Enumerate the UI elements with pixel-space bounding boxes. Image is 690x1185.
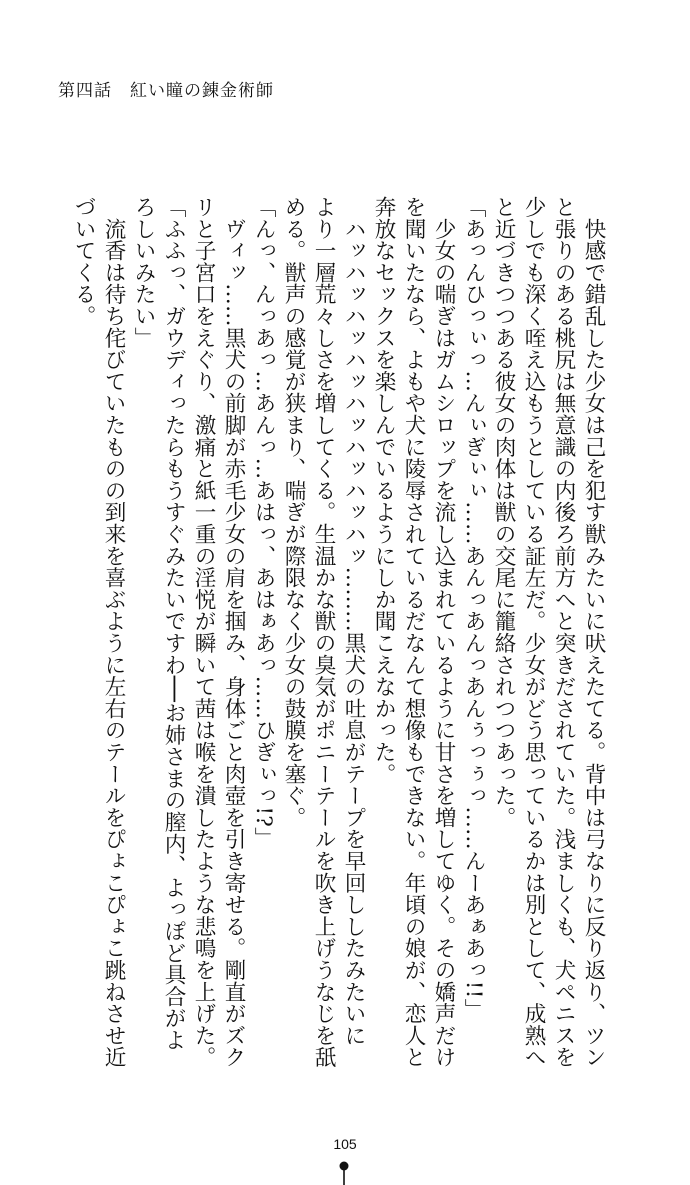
text-column: と張りのある桃尻は無意識の内後ろ前方へと突きだされていた。浅ましくも、犬ペニスを: [551, 196, 576, 1068]
page-number: 105: [333, 1136, 357, 1152]
text-column: ヴィッ……黒犬の前脚が赤毛少女の肩を掴み、身体ごと肉壺を引き寄せる。剛直がズク: [221, 196, 246, 1068]
text-column: づいてくる。: [71, 196, 96, 327]
text-column: める。獣声の感覚が狭まり、喘ぎが際限なく少女の鼓膜を塞ぐ。: [281, 196, 306, 829]
text-column: を聞いたなら、よもや犬に陵辱されているだなんて想像もできない。年頃の娘が、恋人と: [401, 196, 426, 1068]
text-column: 流香は待ち侘びていたものの到来を喜ぶように左右のテールをぴょこぴょこ跳ねさせ近: [101, 196, 126, 1068]
text-column: リと子宮口をえぐり、激痛と紙一重の淫悦が瞬いて茜は喉を潰したような悲鳴を上げた。: [191, 196, 216, 1068]
text-column: 奔放なセックスを楽しんでいるようにしか聞こえなかった。: [371, 196, 396, 785]
text-column: ハッハッハッハッハッハッハッハッ………黒犬の吐息がテープを早回ししたみたいに: [341, 196, 366, 1047]
text-column: 「ふふっ、ガウディったらもうすぐみたいですわ──お姉さまの膣内、よっぽど具合がよ: [161, 196, 186, 1051]
text-column: より一層荒々しさを増してくる。生温かな獣の臭気がポニーテールを吹き上げうなじを舐: [311, 196, 336, 1068]
text-column: 少しでも深く咥え込もうとしている証左だ。少女がどう思っているかは別として、成熟へ: [521, 196, 546, 1068]
chapter-title: 第四話 紅い瞳の錬金術師: [58, 81, 274, 101]
body-text: [68, 196, 608, 1068]
text-column: 快感で錯乱した少女は己を犯す獣みたいに吠えたてる。背中は弓なりに反り返り、ツン: [581, 196, 606, 1068]
text-column: ろしいみたい」: [131, 196, 156, 349]
text-column: 少女の喘ぎはガムシロップを流し込まれているように甘さを増してゆく。その嬌声だけ: [431, 196, 456, 1068]
text-column: 「あっんひっぃっ…んぃぎぃぃ……あんっあんっあんぅっぅっ……んーあぁあっ!!」: [461, 196, 486, 1021]
page-marker-icon: [338, 1161, 350, 1185]
text-column: と近づきつつある彼女の肉体は獣の交尾に籠絡されつつあった。: [491, 196, 516, 829]
text-column: 「んっ、んっあっ…あんっ…あはっ、あはぁあっ……ひぎぃっ!?」: [251, 196, 276, 849]
